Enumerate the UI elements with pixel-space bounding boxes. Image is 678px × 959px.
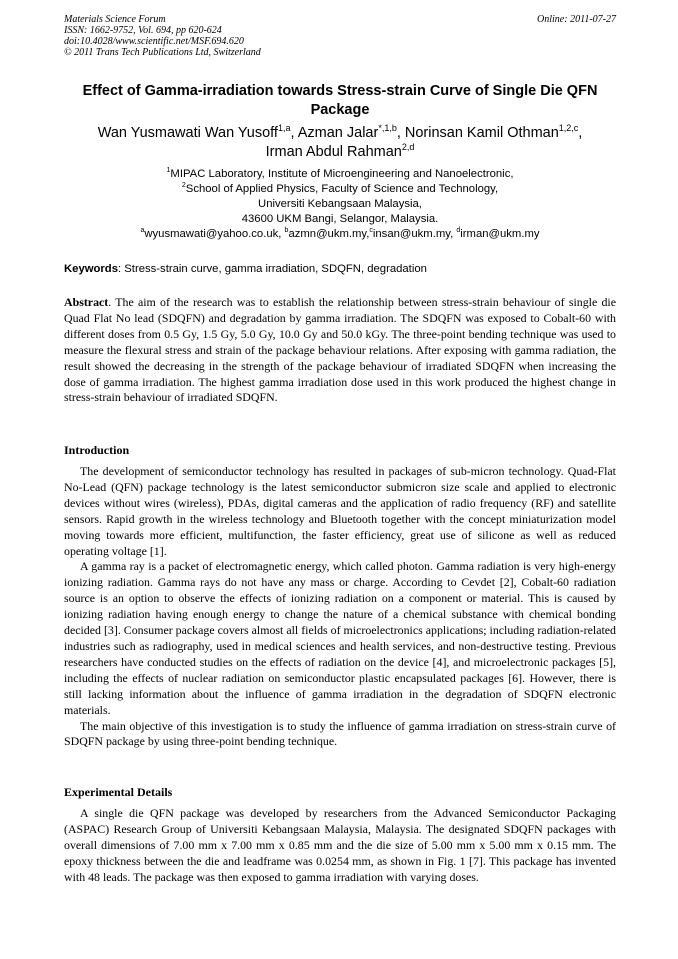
paragraph: The main objective of this investigation is to study the influence of gamma irradiation on stress-strain curve of SDQFN package by using three-point bending technique. bbox=[64, 718, 616, 749]
affiliation-line: $^2$School of Applied Physics, Faculty of Science and Technology, bbox=[181, 182, 499, 195]
abstract bbox=[64, 295, 616, 406]
author-list: Wan Yusmawati Wan Yusoff$^{1,a}$, Azman Jalar$^{*,1,b}$, Norinsan Kamil Othman$^{1,2,c}$, Irman Abdul Rahman$^{2,d}$ bbox=[97, 123, 583, 160]
email-link[interactable]: insan@ukm.my, bbox=[372, 228, 454, 240]
keywords-label: Keywords bbox=[64, 263, 118, 275]
author-name: Wan Yusmawati Wan Yusoff bbox=[97, 125, 278, 141]
affiliations bbox=[64, 167, 616, 242]
author-affiliation-marker: 1,2,c bbox=[558, 123, 579, 134]
paragraph: A single die QFN package was developed by researchers from the Advanced Semiconductor Packaging (ASPAC) Research Group of Universiti Kebangsaan Malaysia, Malaysia. The designated SDQFN packages with overall dimensions of 7.00 mm x 7.00 mm x 0.85 mm and the die size of 5.00 mm x 5.00 mm x 0.15 mm. The epoxy thickness between the die and leadframe was 0.0254 mm, as shown in Fig. 1 [7]. This package has invented with 48 leads. The package was then exposed to gamma irradiation with varying doses. bbox=[64, 806, 616, 884]
section-heading-introduction: Introduction bbox=[64, 443, 130, 457]
experimental-body bbox=[64, 806, 616, 886]
email-line: $^a$wyusmawati@yahoo.co.uk, $^b$azmn@ukm.my,$^c$insan@ukm.my, $^d$irman@ukm.my bbox=[140, 227, 540, 240]
email-link[interactable]: azmn@ukm.my, bbox=[288, 228, 370, 240]
paper-title: Effect of Gamma-irradiation towards Stress-strain Curve of Single Die QFN Package bbox=[82, 83, 598, 118]
paragraph: A gamma ray is a packet of electromagnetic energy, which called photon. Gamma radiation is very high-energy ionizing radiation. Gamma rays do not have any mass or charge. According to Cevdet [2], Cobalt-60 radiation source is an option to observe the effects of ionizing radiation on a component or material. This is caused by ionizing radiation having enough energy to change the nature of a chemical substance with chemical bonding decided [3]. Consumer package covers almost all fields of microelectronics applications; including radiation-related industries such as radiography, used in medical sciences and health services, and non-destructive testing. Previous researchers have conducted studies on the effects of radiation on the device [4], and microelectronic packages [5], including the effects of nuclear radiation on semiconductor plastic encapsulated packages [6]. However, there is still lacking information about the influence of gamma irradiation in the degradation of SDQFN electronic materials. bbox=[64, 559, 616, 717]
paragraph: The development of semiconductor technology has resulted in packages of sub-micron technology. Quad-Flat No-Lead (QFN) package technology is the latest semiconductor submicron size scale and applied to electronic devices without wires (wireless), PDAs, digital cameras and the application of radio frequency (RF) and satellite sensors. Rapid growth in the wireless technology and Bluetooth together with the concept miniaturization model moving towards more efficient, multifunction, the faster efficiency, great use of silicone as well as reduced operating voltage [1]. bbox=[64, 464, 616, 558]
affiliation-line: Universiti Kebangsaan Malaysia, bbox=[258, 198, 422, 210]
author-affiliation-marker: 2,d bbox=[401, 142, 415, 153]
doi: doi:10.4028/www.scientific.net/MSF.694.620 bbox=[64, 36, 244, 47]
keywords-text: : Stress-strain curve, gamma irradiation, SDQFN, degradation bbox=[118, 263, 427, 275]
affiliation-line: $^1$MIPAC Laboratory, Institute of Microengineering and Nanoelectronic, bbox=[166, 167, 514, 180]
journal-issn: ISSN: 1662-9752, Vol. 694, pp 620-624 bbox=[64, 25, 222, 36]
affiliation-line: 43600 UKM Bangi, Selangor, Malaysia. bbox=[241, 213, 439, 225]
online-date: Online: 2011-07-27 bbox=[537, 14, 616, 25]
author-affiliation-marker: *,1,b bbox=[378, 123, 397, 134]
section-heading-experimental: Experimental Details bbox=[64, 785, 173, 799]
email-link[interactable]: irman@ukm.my bbox=[460, 228, 540, 240]
abstract-label: Abstract bbox=[64, 295, 109, 309]
author-name: Norinsan Kamil Othman bbox=[404, 125, 559, 141]
email-link[interactable]: wyusmawati@yahoo.co.uk, bbox=[144, 228, 282, 240]
author-name: Azman Jalar bbox=[297, 125, 379, 141]
author-name: Irman Abdul Rahman bbox=[265, 144, 402, 160]
copyright: © 2011 Trans Tech Publications Ltd, Switzerland bbox=[64, 47, 261, 58]
author-affiliation-marker: 1,a bbox=[277, 123, 291, 134]
journal-header bbox=[64, 14, 616, 58]
introduction-body bbox=[64, 464, 616, 750]
keywords bbox=[64, 262, 616, 277]
journal-name: Materials Science Forum bbox=[64, 14, 166, 25]
abstract-text: . The aim of the research was to establish the relationship between stress-strain behaviour of single die Quad Flat No lead (SDQFN) and degradation by gamma irradiation. The SDQFN was exposed to Cobalt-60 with different doses from 0.5 Gy, 1.5 Gy, 5.0 Gy, 10.0 Gy and 50.0 kGy. The three-point bending technique was used to measure the flexural stress and strain of the package behaviour relations. After exposing with gamma radiation, the result showed the decreasing in the strength of the package behaviour of irradiated SDQFN when increasing the dose of gamma irradiation. The highest gamma irradiation dose used in this work produced the highest change in stress-strain behaviour of irradiated SDQFN. bbox=[64, 295, 616, 405]
